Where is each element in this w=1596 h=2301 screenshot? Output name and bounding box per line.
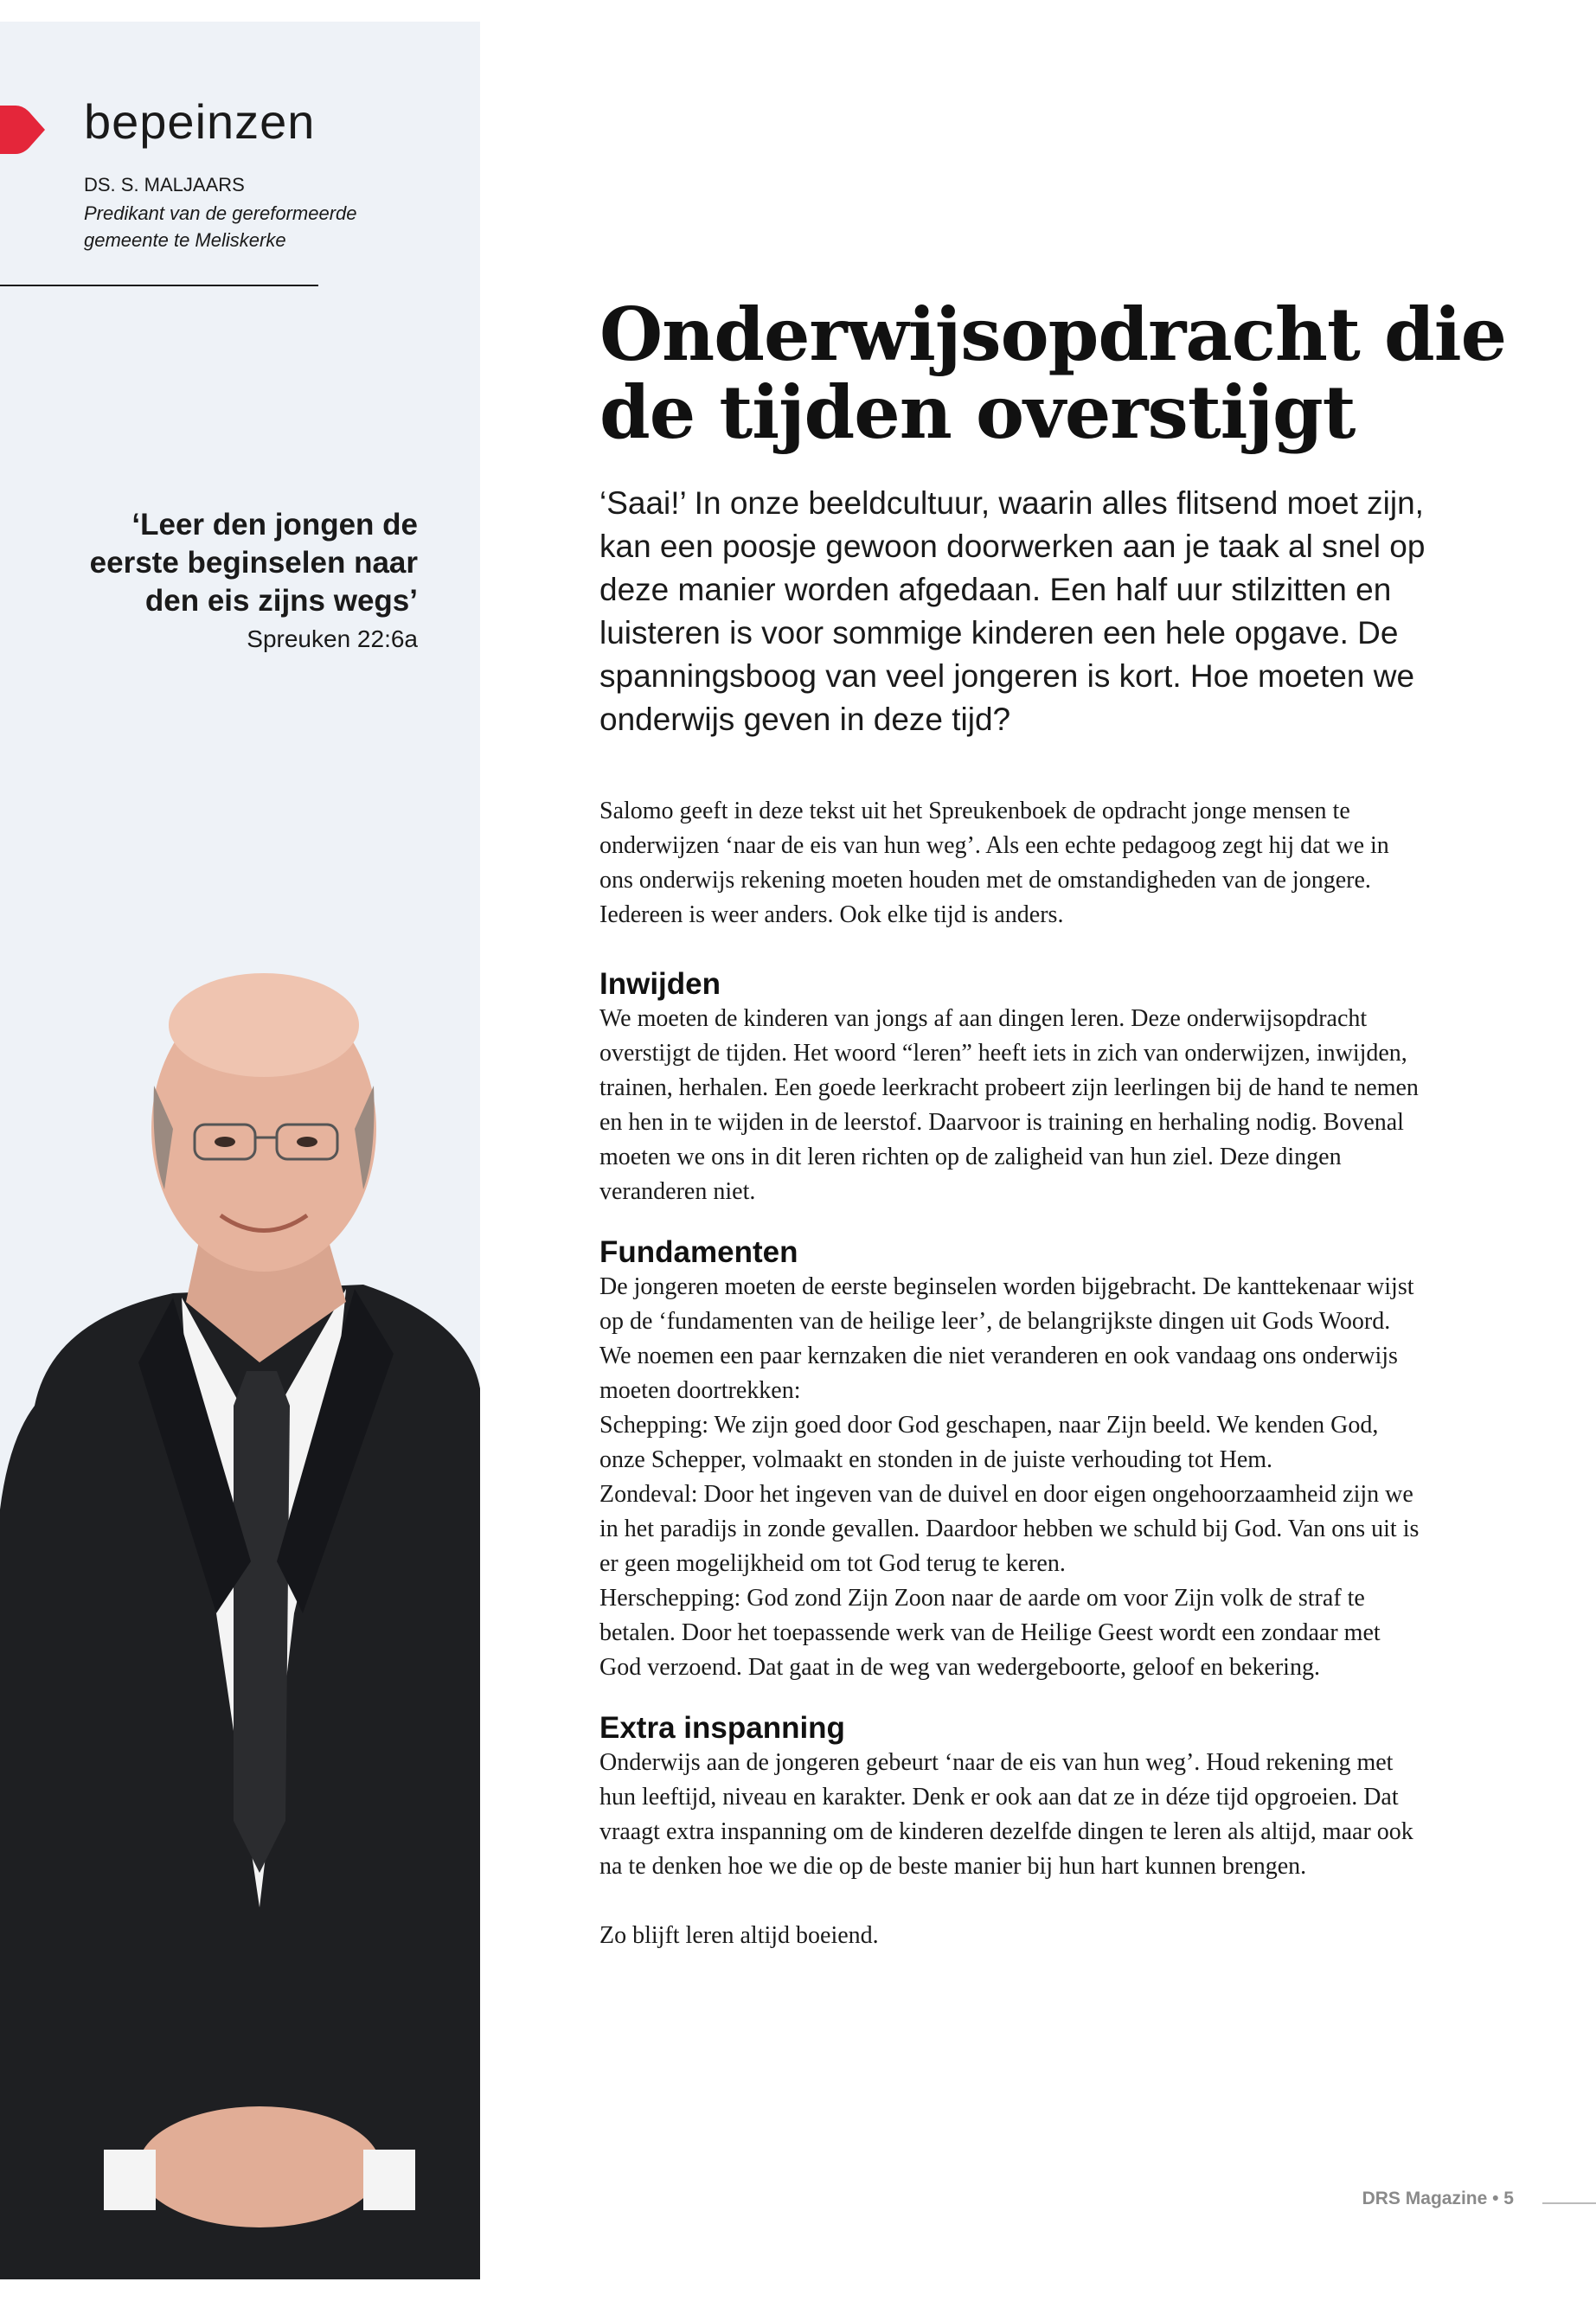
paragraph: We moeten de kinderen van jongs af aan dingen leren. Deze onderwijsopdracht overstijgt de tijden. Het woord “leren” heeft iets in zich van onderwijzen, inwijden, trainen, herhalen. Een goede leerkracht probeert zijn leerlingen bij de hand te nemen en hen in te wijden in de leerstof. Daarvoor is training en herhaling nodig. Bovenal moeten we ons in dit leren richten op de zaligheid van hun ziel. Deze dingen veranderen niet. xyxy=(599,1005,1419,1205)
paragraph: Salomo geeft in deze tekst uit het Spreukenboek de opdracht jonge mensen te onderwijzen ‘naar de eis van hun weg’. Als een echte pedagoog zegt hij dat we in ons onderwijs rekening moeten houden met de omstandigheden van de jongere. Iedereen is weer anders. Ook elke tijd is anders. xyxy=(599,798,1389,928)
subheading-fundamenten: Fundamenten xyxy=(599,1235,798,1269)
footer-divider xyxy=(1542,2202,1596,2204)
closing-line: Zo blijft leren altijd boeiend. xyxy=(599,1922,879,1949)
paragraph: Zondeval: Door het ingeven van de duivel en door eigen ongehoorzaamheid zijn we in het paradijs in zonde gevallen. Daardoor hebben we schuld bij God. Van ons uit is er geen mogelijkheid om tot God terug te keren. xyxy=(599,1481,1420,1577)
page-footer: DRS Magazine • 5 xyxy=(1362,2189,1514,2208)
article-intro: ‘Saai!’ In onze beeldcultuur, waarin alles flitsend moet zijn, kan een poosje gewoon doorwerken aan je taak al snel op deze manier worden afgedaan. Een half uur stilzitten en luisteren is voor sommige kinderen een hele opgave. De spanningsboog van veel jongeren is kort. Hoe moeten we onderwijs geven in deze tijd? xyxy=(599,485,1426,737)
paragraph: De jongeren moeten de eerste beginselen worden bijgebracht. De kanttekenaar wijst op de ‘fundamenten van de heilige leer’, de belangrijkste dingen uit Gods Woord. We noemen een paar kernzaken die niet veranderen en ook vandaag ons onderwijs moeten doortrekken: xyxy=(599,1273,1414,1404)
sidebar-divider xyxy=(0,285,318,286)
author-portrait xyxy=(0,956,480,2279)
article-title: Onderwijsopdracht die de tijden overstijgt xyxy=(599,292,1507,455)
article-body xyxy=(599,794,1421,1953)
paragraph: Herschepping: God zond Zijn Zoon naar de aarde om voor Zijn volk de straf te betalen. Door het toepassende werk van de Heilige Geest wordt een zondaar met God verzoend. Dat gaat in de weg van wedergeboorte, geloof en bekering. xyxy=(599,1585,1381,1681)
subheading-inwijden: Inwijden xyxy=(599,967,721,1001)
quote-reference: Spreuken 22:6a xyxy=(247,625,418,652)
paragraph: Schepping: We zijn goed door God geschapen, naar Zijn beeld. We kenden God, onze Schepper, volmaakt en stonden in de juiste verhouding tot Hem. xyxy=(599,1412,1379,1473)
pull-quote: ‘Leer den jongen de eerste beginselen naar den eis zijns wegs’ xyxy=(89,508,418,618)
section-marker-icon xyxy=(0,106,45,154)
sidebar xyxy=(0,22,480,2279)
author-role: Predikant van de gereformeerde gemeente te Meliskerke xyxy=(84,202,357,251)
section-label: bepeinzen xyxy=(84,94,316,149)
paragraph: Onderwijs aan de jongeren gebeurt ‘naar de eis van hun weg’. Houd rekening met hun leeftijd, niveau en karakter. Denk er ook aan dat ze in déze tijd opgroeien. Dat vraagt extra inspanning om de kinderen dezelfde dingen te leren als altijd, maar ook na te denken hoe we die op de beste manier bij hun hart kunnen brengen. xyxy=(599,1749,1413,1880)
author-name: DS. S. MALJAARS xyxy=(84,174,245,195)
subheading-extra-inspanning: Extra inspanning xyxy=(599,1711,845,1745)
